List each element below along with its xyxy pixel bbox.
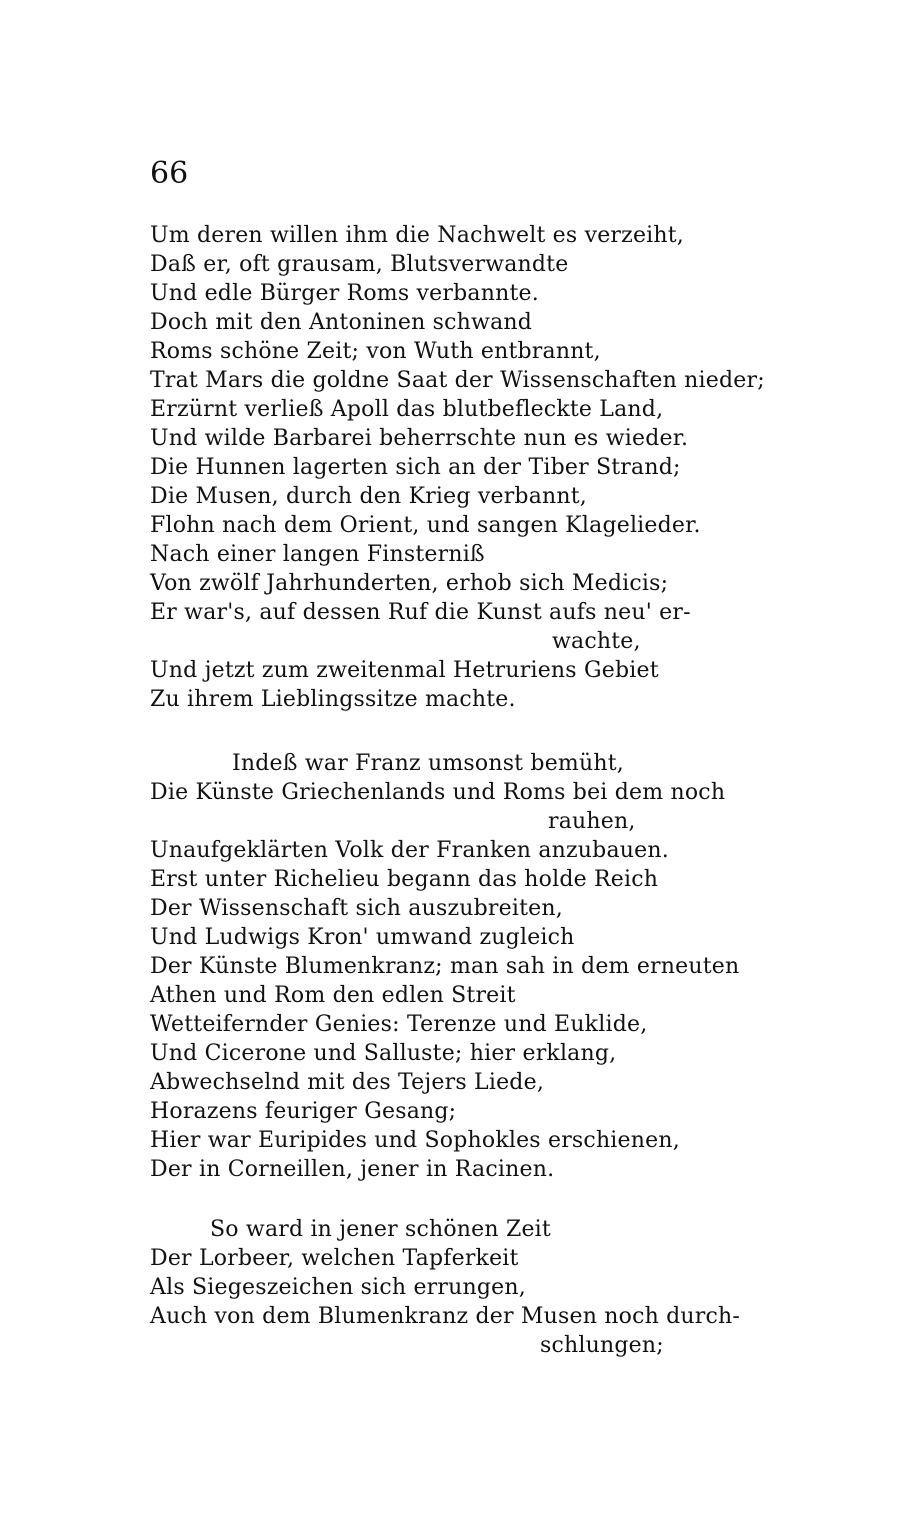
verse-line: Auch von dem Blumenkranz der Musen noch durch- [150,1304,741,1329]
verse-line: Erzürnt verließ Apoll das blutbefleckte Land, [150,397,664,422]
verse-line: Die Hunnen lagerten sich an der Tiber Strand; [150,455,681,480]
verse-line: Athen und Rom den edlen Streit [150,983,516,1008]
verse-line: Flohn nach dem Orient, und sangen Klagelieder. [150,513,701,538]
verse-line-continuation: wachte, [552,629,641,654]
verse-line: Roms schöne Zeit; von Wuth entbrannt, [150,339,601,364]
page-number: 66 [150,156,189,191]
verse-line: Der Lorbeer, welchen Tapferkeit [150,1246,519,1271]
verse-line: Und jetzt zum zweitenmal Hetruriens Gebiet [150,658,659,683]
verse-line: Horazens feuriger Gesang; [150,1099,457,1124]
verse-line: Und wilde Barbarei beherrschte nun es wieder. [150,426,689,451]
verse-line: Und edle Bürger Roms verbannte. [150,281,539,306]
verse-line: Wetteifernder Genies: Terenze und Euklide, [150,1012,648,1037]
verse-line: Doch mit den Antoninen schwand [150,310,533,335]
verse-line: Zu ihrem Lieblingssitze machte. [150,687,516,712]
verse-line: Nach einer langen Finsterniß [150,542,485,567]
verse-line: Daß er, oft grausam, Blutsverwandte [150,252,569,277]
verse-line: Der Künste Blumenkranz; man sah in dem erneuten [150,954,740,979]
verse-line: Die Künste Griechenlands und Roms bei dem noch [150,780,726,805]
verse-line: Abwechselnd mit des Tejers Liede, [150,1070,545,1095]
verse-line: Der in Corneillen, jener in Racinen. [150,1157,555,1182]
verse-line-continuation: schlungen; [540,1333,664,1358]
verse-line: Der Wissenschaft sich auszubreiten, [150,896,563,921]
verse-line: Erst unter Richelieu begann das holde Reich [150,867,659,892]
verse-line: Um deren willen ihm die Nachwelt es verzeiht, [150,223,685,248]
verse-line: Als Siegeszeichen sich errungen, [150,1275,526,1300]
verse-line: So ward in jener schönen Zeit [210,1217,551,1242]
verse-line: Trat Mars die goldne Saat der Wissenschaften nieder; [150,368,765,393]
verse-line: Und Ludwigs Kron' umwand zugleich [150,925,575,950]
verse-line-continuation: rauhen, [548,809,636,834]
verse-line: Die Musen, durch den Krieg verbannt, [150,484,587,509]
verse-line: Er war's, auf dessen Ruf die Kunst aufs neu' er- [150,600,691,625]
verse-line: Und Cicerone und Salluste; hier erklang, [150,1041,617,1066]
verse-line: Indeß war Franz umsonst bemüht, [232,751,624,776]
verse-line: Von zwölf Jahrhunderten, erhob sich Medicis; [150,571,669,596]
verse-line: Hier war Euripides und Sophokles erschienen, [150,1128,680,1153]
verse-line: Unaufgeklärten Volk der Franken anzubauen. [150,838,669,863]
